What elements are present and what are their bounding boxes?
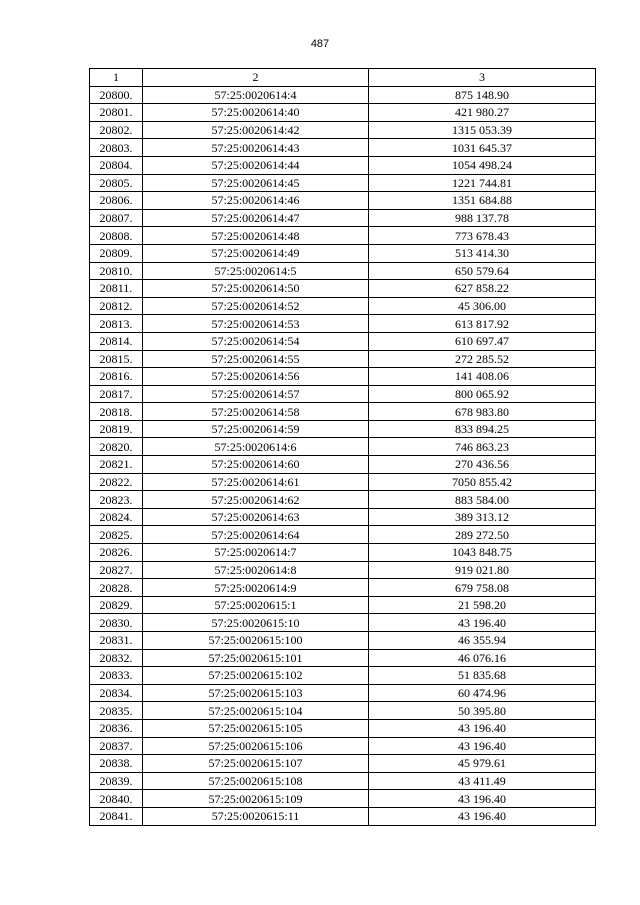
table-row	[90, 156, 596, 174]
cadastral-value-cell: 679 758.08	[369, 579, 596, 597]
cadastral-value-cell: 1054 498.24	[369, 156, 596, 174]
row-number-cell: 20828.	[90, 579, 143, 597]
cadastral-value-cell: 875 148.90	[369, 86, 596, 104]
cadastral-value-cell: 43 196.40	[369, 737, 596, 755]
cadastral-value-cell: 1043 848.75	[369, 544, 596, 562]
table-row	[90, 508, 596, 526]
cadastral-value-cell: 141 408.06	[369, 368, 596, 386]
table-row	[90, 473, 596, 491]
cadastral-number-cell: 57:25:0020615:1	[143, 596, 369, 614]
cadastral-number-cell: 57:25:0020614:49	[143, 244, 369, 262]
row-number-cell: 20816.	[90, 368, 143, 386]
row-number-cell: 20821.	[90, 456, 143, 474]
cadastral-value-cell: 389 313.12	[369, 508, 596, 526]
table-row	[90, 297, 596, 315]
cadastral-value-cell: 1031 645.37	[369, 139, 596, 157]
cadastral-number-cell: 57:25:0020614:8	[143, 561, 369, 579]
cadastral-number-cell: 57:25:0020615:101	[143, 649, 369, 667]
cadastral-number-cell: 57:25:0020615:11	[143, 807, 369, 825]
cadastral-value-cell: 43 196.40	[369, 719, 596, 737]
cadastral-number-cell: 57:25:0020614:53	[143, 315, 369, 333]
cadastral-value-cell: 746 863.23	[369, 438, 596, 456]
cadastral-number-cell: 57:25:0020614:57	[143, 385, 369, 403]
page-number: 487	[310, 38, 330, 50]
cadastral-number-cell: 57:25:0020614:9	[143, 579, 369, 597]
row-number-cell: 20805.	[90, 174, 143, 192]
cadastral-number-cell: 57:25:0020614:58	[143, 403, 369, 421]
cadastral-number-cell: 57:25:0020615:108	[143, 772, 369, 790]
cadastral-value-cell: 1351 684.88	[369, 192, 596, 210]
table-row	[90, 121, 596, 139]
cadastral-value-cell: 988 137.78	[369, 209, 596, 227]
table-row	[90, 579, 596, 597]
row-number-cell: 20839.	[90, 772, 143, 790]
cadastral-value-cell: 421 980.27	[369, 104, 596, 122]
table-row	[90, 350, 596, 368]
table-row	[90, 332, 596, 350]
row-number-cell: 20820.	[90, 438, 143, 456]
row-number-cell: 20809.	[90, 244, 143, 262]
table-row	[90, 227, 596, 245]
row-number-cell: 20834.	[90, 684, 143, 702]
row-number-cell: 20838.	[90, 755, 143, 773]
table-row	[90, 561, 596, 579]
row-number-cell: 20807.	[90, 209, 143, 227]
cadastral-value-cell: 43 196.40	[369, 790, 596, 808]
cadastral-number-cell: 57:25:0020614:42	[143, 121, 369, 139]
cadastral-number-cell: 57:25:0020614:61	[143, 473, 369, 491]
cadastral-number-cell: 57:25:0020614:5	[143, 262, 369, 280]
cadastral-value-cell: 919 021.80	[369, 561, 596, 579]
table-row	[90, 262, 596, 280]
row-number-cell: 20802.	[90, 121, 143, 139]
cadastral-value-cell: 272 285.52	[369, 350, 596, 368]
cadastral-number-cell: 57:25:0020615:102	[143, 667, 369, 685]
row-number-cell: 20832.	[90, 649, 143, 667]
cadastral-number-cell: 57:25:0020615:104	[143, 702, 369, 720]
table-row	[90, 684, 596, 702]
table-row	[90, 526, 596, 544]
cadastral-value-cell: 46 355.94	[369, 632, 596, 650]
row-number-cell: 20800.	[90, 86, 143, 104]
cadastral-value-cell: 51 835.68	[369, 667, 596, 685]
table-row	[90, 86, 596, 104]
cadastral-value-cell: 43 196.40	[369, 807, 596, 825]
cadastral-number-cell: 57:25:0020614:63	[143, 508, 369, 526]
cadastral-number-cell: 57:25:0020614:44	[143, 156, 369, 174]
row-number-cell: 20840.	[90, 790, 143, 808]
cadastral-value-cell: 627 858.22	[369, 280, 596, 298]
cadastral-value-table	[89, 68, 596, 826]
column-header-2: 2	[143, 69, 369, 87]
cadastral-number-cell: 57:25:0020614:6	[143, 438, 369, 456]
row-number-cell: 20827.	[90, 561, 143, 579]
row-number-cell: 20818.	[90, 403, 143, 421]
cadastral-value-cell: 289 272.50	[369, 526, 596, 544]
cadastral-number-cell: 57:25:0020614:47	[143, 209, 369, 227]
row-number-cell: 20811.	[90, 280, 143, 298]
table-row	[90, 544, 596, 562]
table-row	[90, 420, 596, 438]
cadastral-value-cell: 1221 744.81	[369, 174, 596, 192]
row-number-cell: 20808.	[90, 227, 143, 245]
cadastral-number-cell: 57:25:0020615:103	[143, 684, 369, 702]
row-number-cell: 20837.	[90, 737, 143, 755]
cadastral-value-cell: 45 306.00	[369, 297, 596, 315]
cadastral-number-cell: 57:25:0020615:105	[143, 719, 369, 737]
cadastral-number-cell: 57:25:0020614:7	[143, 544, 369, 562]
table-row	[90, 438, 596, 456]
table-row	[90, 244, 596, 262]
table-row	[90, 737, 596, 755]
table-row	[90, 719, 596, 737]
row-number-cell: 20824.	[90, 508, 143, 526]
table-row	[90, 192, 596, 210]
cadastral-number-cell: 57:25:0020614:62	[143, 491, 369, 509]
cadastral-value-cell: 833 894.25	[369, 420, 596, 438]
cadastral-value-cell: 610 697.47	[369, 332, 596, 350]
row-number-cell: 20806.	[90, 192, 143, 210]
table-row	[90, 790, 596, 808]
table-row	[90, 315, 596, 333]
row-number-cell: 20801.	[90, 104, 143, 122]
cadastral-number-cell: 57:25:0020614:56	[143, 368, 369, 386]
cadastral-value-cell: 60 474.96	[369, 684, 596, 702]
table-row	[90, 807, 596, 825]
cadastral-value-cell: 650 579.64	[369, 262, 596, 280]
table-row	[90, 596, 596, 614]
cadastral-value-cell: 43 411.49	[369, 772, 596, 790]
cadastral-number-cell: 57:25:0020614:40	[143, 104, 369, 122]
cadastral-number-cell: 57:25:0020614:64	[143, 526, 369, 544]
cadastral-value-cell: 50 395.80	[369, 702, 596, 720]
cadastral-value-cell: 883 584.00	[369, 491, 596, 509]
table-row	[90, 104, 596, 122]
table-row	[90, 702, 596, 720]
table-row	[90, 667, 596, 685]
row-number-cell: 20803.	[90, 139, 143, 157]
cadastral-number-cell: 57:25:0020615:10	[143, 614, 369, 632]
table-row	[90, 649, 596, 667]
row-number-cell: 20829.	[90, 596, 143, 614]
cadastral-value-cell: 43 196.40	[369, 614, 596, 632]
row-number-cell: 20826.	[90, 544, 143, 562]
row-number-cell: 20812.	[90, 297, 143, 315]
cadastral-value-cell: 21 598.20	[369, 596, 596, 614]
row-number-cell: 20822.	[90, 473, 143, 491]
table-row	[90, 491, 596, 509]
cadastral-number-cell: 57:25:0020614:48	[143, 227, 369, 245]
table-row	[90, 755, 596, 773]
table-row	[90, 403, 596, 421]
table-row	[90, 139, 596, 157]
cadastral-value-cell: 800 065.92	[369, 385, 596, 403]
table-header-row	[90, 69, 596, 87]
cadastral-value-cell: 46 076.16	[369, 649, 596, 667]
cadastral-number-cell: 57:25:0020614:59	[143, 420, 369, 438]
row-number-cell: 20836.	[90, 719, 143, 737]
row-number-cell: 20841.	[90, 807, 143, 825]
row-number-cell: 20831.	[90, 632, 143, 650]
row-number-cell: 20835.	[90, 702, 143, 720]
column-header-3: 3	[369, 69, 596, 87]
cadastral-number-cell: 57:25:0020615:109	[143, 790, 369, 808]
cadastral-number-cell: 57:25:0020615:100	[143, 632, 369, 650]
cadastral-number-cell: 57:25:0020614:55	[143, 350, 369, 368]
table-row	[90, 368, 596, 386]
row-number-cell: 20833.	[90, 667, 143, 685]
row-number-cell: 20810.	[90, 262, 143, 280]
cadastral-value-cell: 1315 053.39	[369, 121, 596, 139]
row-number-cell: 20817.	[90, 385, 143, 403]
cadastral-number-cell: 57:25:0020614:54	[143, 332, 369, 350]
row-number-cell: 20823.	[90, 491, 143, 509]
cadastral-value-cell: 613 817.92	[369, 315, 596, 333]
row-number-cell: 20830.	[90, 614, 143, 632]
cadastral-number-cell: 57:25:0020614:52	[143, 297, 369, 315]
cadastral-value-cell: 45 979.61	[369, 755, 596, 773]
cadastral-value-cell: 7050 855.42	[369, 473, 596, 491]
cadastral-number-cell: 57:25:0020615:106	[143, 737, 369, 755]
row-number-cell: 20804.	[90, 156, 143, 174]
cadastral-value-cell: 773 678.43	[369, 227, 596, 245]
row-number-cell: 20815.	[90, 350, 143, 368]
cadastral-number-cell: 57:25:0020614:46	[143, 192, 369, 210]
table-row	[90, 280, 596, 298]
table-row	[90, 614, 596, 632]
table-row	[90, 772, 596, 790]
row-number-cell: 20814.	[90, 332, 143, 350]
table-row	[90, 209, 596, 227]
row-number-cell: 20813.	[90, 315, 143, 333]
cadastral-number-cell: 57:25:0020614:45	[143, 174, 369, 192]
row-number-cell: 20819.	[90, 420, 143, 438]
table-row	[90, 632, 596, 650]
table-row	[90, 174, 596, 192]
cadastral-number-cell: 57:25:0020614:43	[143, 139, 369, 157]
cadastral-value-cell: 270 436.56	[369, 456, 596, 474]
cadastral-number-cell: 57:25:0020614:4	[143, 86, 369, 104]
cadastral-value-cell: 678 983.80	[369, 403, 596, 421]
row-number-cell: 20825.	[90, 526, 143, 544]
table-body	[90, 86, 596, 825]
column-header-1: 1	[90, 69, 143, 87]
cadastral-number-cell: 57:25:0020615:107	[143, 755, 369, 773]
cadastral-number-cell: 57:25:0020614:50	[143, 280, 369, 298]
cadastral-number-cell: 57:25:0020614:60	[143, 456, 369, 474]
table-row	[90, 456, 596, 474]
table-row	[90, 385, 596, 403]
cadastral-value-cell: 513 414.30	[369, 244, 596, 262]
